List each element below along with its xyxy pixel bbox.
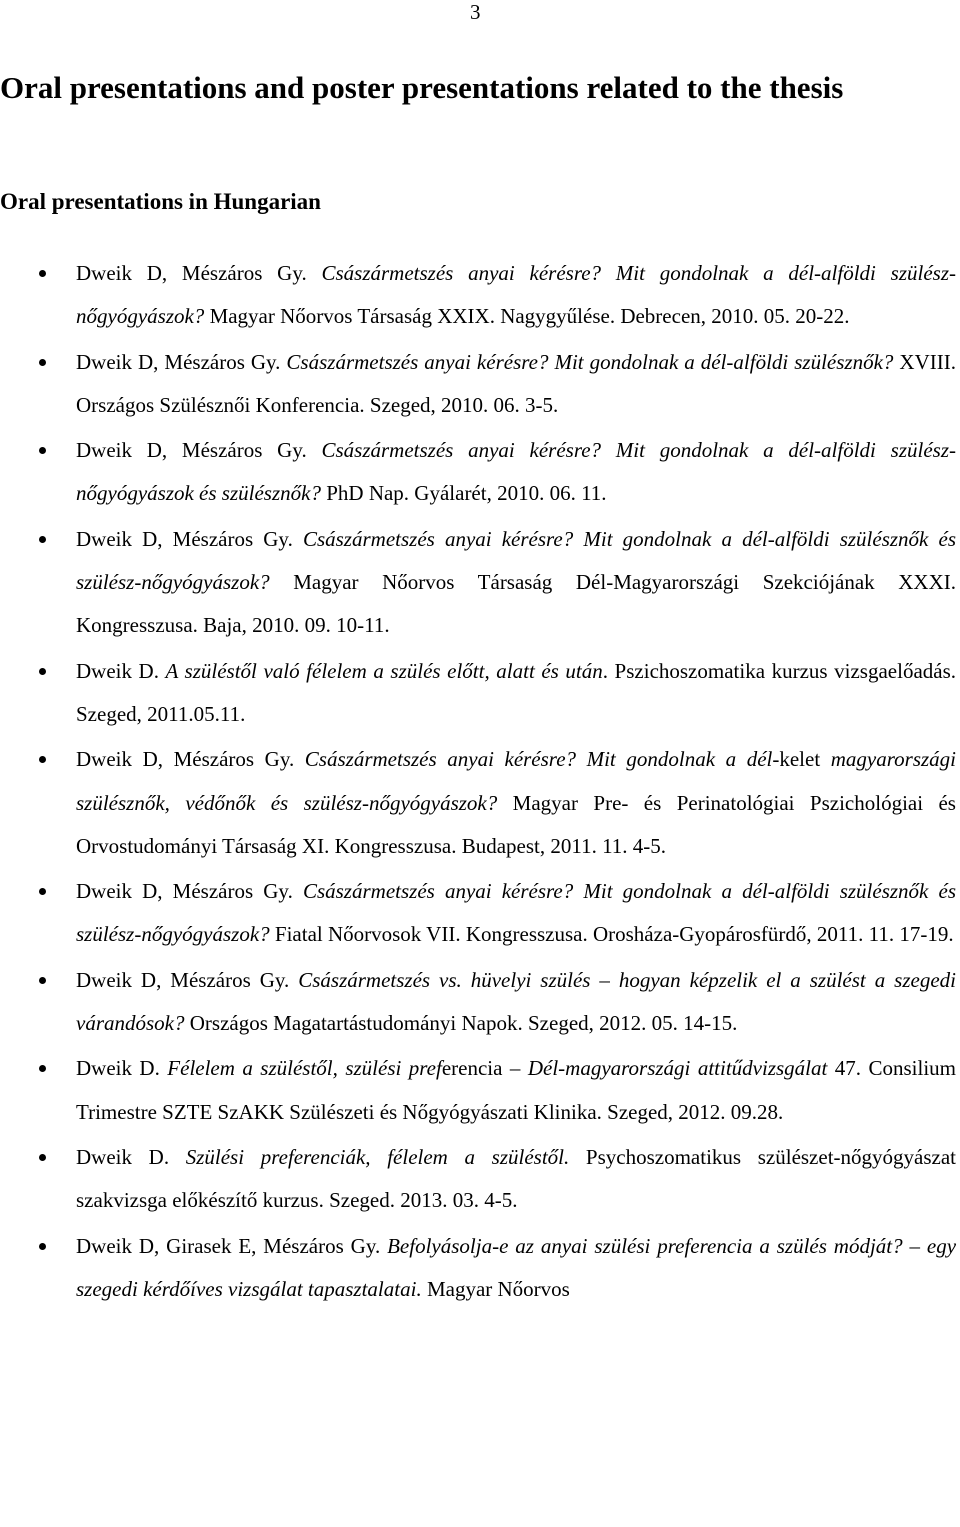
entry-title: Befolyásolja-e az anyai szülési preferencia a szülés módját? – egy szegedi kérdőíves vizsgálat tapasztalatai. bbox=[76, 1233, 957, 1301]
entry-title-cont: magyarországi szülésznők, védőnők és szülész-nőgyógyászok? bbox=[76, 747, 956, 815]
entry-venue: Psychoszomatikus szülészet-nőgyógyászat szakvizsga előkészítő kurzus. Szeged. 2013. 03. 4-5. bbox=[76, 1144, 956, 1213]
entry-authors: Dweik D, Mészáros Gy. bbox=[76, 879, 303, 904]
entry-authors: Dweik D, Mészáros Gy. bbox=[76, 438, 322, 463]
entry-title: Félelem a szüléstől, szülési pref bbox=[167, 1056, 442, 1081]
entry-title-cont: – Dél-magyarországi attitűdvizsgálat bbox=[502, 1056, 828, 1081]
entry-title: Császármetszés anyai kérésre? Mit gondolnak a dél-alföldi szülésznők és szülész-nőgyógyászok? bbox=[76, 526, 956, 595]
bullet-icon bbox=[39, 668, 46, 675]
entry-venue: Magyar Nőorvos Társaság XXIX. Nagygyűlése. Debrecen, 2010. 05. 20-22. bbox=[204, 304, 850, 329]
entry-authors: Dweik D, Mészáros Gy. bbox=[76, 261, 322, 285]
entry-venue: Fiatal Nőorvosok VII. Kongresszusa. Orosháza-Gyopárosfürdő, 2011. 11. 17-19. bbox=[269, 922, 954, 947]
entry-venue: Magyar Pre- és Perinatológiai Pszichológiai és Orvostudományi Társaság XI. Kongresszusa. Budapest, 2011. 11. 4-5. bbox=[76, 790, 956, 858]
bullet-icon bbox=[39, 359, 46, 366]
entry-title: Császármetszés vs. hüvelyi szülés – hogyan képzelik el a szülést a szegedi várandósok? bbox=[76, 967, 956, 1036]
entry-venue: Országos Magatartástudományi Napok. Szeged, 2012. 05. 14-15. bbox=[184, 1011, 738, 1036]
entry-authors: Dweik D, Girasek E, Mészáros Gy. bbox=[76, 1233, 388, 1258]
section-heading: Oral presentations in Hungarian bbox=[0, 189, 321, 214]
list-item bbox=[0, 870, 956, 957]
page-title: Oral presentations and poster presentations related to the thesis bbox=[0, 70, 844, 105]
presentation-list bbox=[0, 252, 960, 1311]
entry-venue: PhD Nap. Gyálarét, 2010. 06. 11. bbox=[320, 481, 607, 506]
entry-authors: Dweik D. bbox=[76, 1144, 186, 1169]
entry-title: Császármetszés anyai kérésre? Mit gondolnak a dél-alföldi szülész-nőgyógyászok? bbox=[76, 261, 956, 329]
entry-venue: 47. Consilium Trimestre SZTE SzAKK Szülészeti és Nőgyógyászati Klinika. Szeged, 2012. 09.28. bbox=[76, 1056, 956, 1124]
bullet-icon bbox=[39, 977, 46, 984]
entry-authors: Dweik D, Mészáros Gy. bbox=[76, 526, 303, 551]
entry-venue: Magyar Nőorvos Társaság Dél-Magyarországi Szekciójának XXXI. Kongresszusa. Baja, 2010. 09. 10-11. bbox=[76, 570, 956, 638]
entry-title-tail: erencia bbox=[441, 1056, 503, 1081]
bullet-icon bbox=[39, 1243, 46, 1250]
bullet-icon bbox=[39, 447, 46, 454]
entry-title-tail: kelet bbox=[779, 747, 821, 772]
entry-venue: . Pszichoszomatika kurzus vizsgaelőadás. Szeged, 2011.05.11. bbox=[76, 658, 957, 726]
entry-venue: Magyar Nőorvos bbox=[421, 1276, 570, 1301]
list-item bbox=[0, 1136, 956, 1223]
entry-authors: Dweik D, Mészáros Gy. bbox=[76, 967, 299, 992]
entry-title: Szülési preferenciák, félelem a szüléstől. bbox=[185, 1144, 570, 1169]
list-item bbox=[0, 429, 956, 516]
list-item bbox=[0, 518, 956, 648]
list-item bbox=[0, 650, 956, 737]
entry-title: Császármetszés anyai kérésre? Mit gondolnak a dél-alföldi szülésznők és szülész-nőgyógyászok? bbox=[76, 879, 956, 947]
list-item bbox=[0, 738, 956, 868]
bullet-icon bbox=[39, 888, 46, 895]
page-number: 3 bbox=[470, 0, 481, 24]
entry-title: Császármetszés anyai kérésre? Mit gondolnak a dél-alföldi szülész-nőgyógyászok és szülésznők? bbox=[76, 438, 956, 506]
entry-title: Császármetszés anyai kérésre? Mit gondolnak a dél-alföldi szülésznők? bbox=[286, 349, 894, 374]
list-item bbox=[0, 959, 956, 1046]
bullet-icon bbox=[39, 536, 46, 543]
list-item bbox=[0, 252, 956, 339]
list-item bbox=[0, 341, 956, 428]
list-item bbox=[0, 1047, 956, 1134]
entry-authors: Dweik D. bbox=[76, 658, 166, 683]
entry-authors: Dweik D, Mészáros Gy. bbox=[76, 747, 305, 772]
entry-authors: Dweik D, Mészáros Gy. bbox=[76, 349, 287, 374]
entry-venue: XVIII. Országos Szülésznői Konferencia. Szeged, 2010. 06. 3-5. bbox=[76, 349, 956, 417]
entry-authors: Dweik D. bbox=[76, 1056, 168, 1081]
bullet-icon bbox=[39, 270, 46, 277]
bullet-icon bbox=[39, 1154, 46, 1161]
bullet-icon bbox=[39, 756, 46, 763]
bullet-icon bbox=[39, 1065, 46, 1072]
entry-title: A szüléstől való félelem a szülés előtt, alatt és után bbox=[165, 658, 603, 683]
entry-title: Császármetszés anyai kérésre? Mit gondolnak a dél- bbox=[304, 747, 780, 772]
list-item bbox=[0, 1225, 956, 1312]
